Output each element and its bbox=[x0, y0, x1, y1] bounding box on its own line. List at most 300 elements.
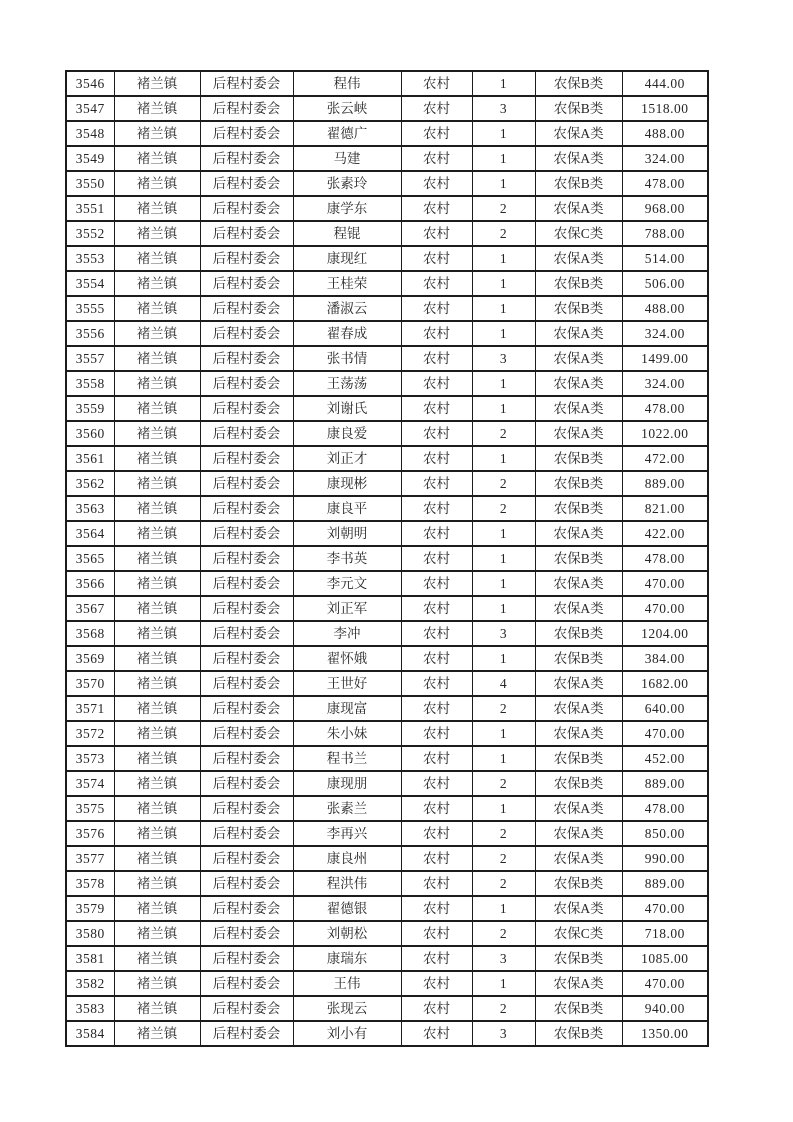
cell-count: 1 bbox=[472, 246, 535, 271]
cell-serial: 3562 bbox=[66, 471, 114, 496]
cell-residence: 农村 bbox=[401, 946, 472, 971]
cell-name: 翟德广 bbox=[293, 121, 401, 146]
cell-serial: 3563 bbox=[66, 496, 114, 521]
cell-name: 康现红 bbox=[293, 246, 401, 271]
cell-name: 王荡荡 bbox=[293, 371, 401, 396]
cell-count: 2 bbox=[472, 996, 535, 1021]
table-row bbox=[66, 96, 708, 121]
cell-village: 后程村委会 bbox=[200, 321, 293, 346]
cell-town: 褚兰镇 bbox=[114, 696, 200, 721]
table-row bbox=[66, 596, 708, 621]
cell-count: 3 bbox=[472, 946, 535, 971]
cell-amount: 324.00 bbox=[622, 371, 708, 396]
cell-serial: 3548 bbox=[66, 121, 114, 146]
cell-amount: 470.00 bbox=[622, 896, 708, 921]
cell-insurance-class: 农保B类 bbox=[535, 546, 622, 571]
table-row bbox=[66, 721, 708, 746]
cell-residence: 农村 bbox=[401, 96, 472, 121]
cell-count: 2 bbox=[472, 471, 535, 496]
cell-town: 褚兰镇 bbox=[114, 1021, 200, 1046]
cell-amount: 640.00 bbox=[622, 696, 708, 721]
table-row bbox=[66, 621, 708, 646]
cell-town: 褚兰镇 bbox=[114, 871, 200, 896]
cell-residence: 农村 bbox=[401, 321, 472, 346]
cell-insurance-class: 农保A类 bbox=[535, 121, 622, 146]
cell-town: 褚兰镇 bbox=[114, 621, 200, 646]
cell-village: 后程村委会 bbox=[200, 396, 293, 421]
cell-amount: 788.00 bbox=[622, 221, 708, 246]
cell-name: 翟德银 bbox=[293, 896, 401, 921]
table-row bbox=[66, 746, 708, 771]
table-row bbox=[66, 1021, 708, 1046]
cell-serial: 3578 bbox=[66, 871, 114, 896]
cell-town: 褚兰镇 bbox=[114, 971, 200, 996]
cell-amount: 470.00 bbox=[622, 571, 708, 596]
cell-residence: 农村 bbox=[401, 296, 472, 321]
cell-count: 2 bbox=[472, 771, 535, 796]
cell-village: 后程村委会 bbox=[200, 371, 293, 396]
table-row bbox=[66, 396, 708, 421]
cell-village: 后程村委会 bbox=[200, 421, 293, 446]
cell-village: 后程村委会 bbox=[200, 946, 293, 971]
cell-village: 后程村委会 bbox=[200, 871, 293, 896]
cell-insurance-class: 农保B类 bbox=[535, 871, 622, 896]
cell-town: 褚兰镇 bbox=[114, 946, 200, 971]
cell-town: 褚兰镇 bbox=[114, 721, 200, 746]
cell-residence: 农村 bbox=[401, 246, 472, 271]
cell-town: 褚兰镇 bbox=[114, 221, 200, 246]
cell-amount: 514.00 bbox=[622, 246, 708, 271]
cell-serial: 3577 bbox=[66, 846, 114, 871]
cell-amount: 968.00 bbox=[622, 196, 708, 221]
table-row bbox=[66, 871, 708, 896]
cell-village: 后程村委会 bbox=[200, 296, 293, 321]
cell-count: 2 bbox=[472, 921, 535, 946]
cell-village: 后程村委会 bbox=[200, 821, 293, 846]
cell-residence: 农村 bbox=[401, 696, 472, 721]
cell-town: 褚兰镇 bbox=[114, 246, 200, 271]
cell-amount: 452.00 bbox=[622, 746, 708, 771]
cell-serial: 3552 bbox=[66, 221, 114, 246]
cell-residence: 农村 bbox=[401, 621, 472, 646]
cell-residence: 农村 bbox=[401, 871, 472, 896]
cell-residence: 农村 bbox=[401, 271, 472, 296]
cell-amount: 1022.00 bbox=[622, 421, 708, 446]
cell-name: 翟怀娥 bbox=[293, 646, 401, 671]
cell-town: 褚兰镇 bbox=[114, 96, 200, 121]
cell-serial: 3564 bbox=[66, 521, 114, 546]
cell-insurance-class: 农保B类 bbox=[535, 646, 622, 671]
cell-insurance-class: 农保B类 bbox=[535, 946, 622, 971]
cell-village: 后程村委会 bbox=[200, 746, 293, 771]
cell-amount: 850.00 bbox=[622, 821, 708, 846]
cell-town: 褚兰镇 bbox=[114, 196, 200, 221]
cell-name: 康现富 bbox=[293, 696, 401, 721]
cell-town: 褚兰镇 bbox=[114, 421, 200, 446]
cell-town: 褚兰镇 bbox=[114, 771, 200, 796]
cell-amount: 821.00 bbox=[622, 496, 708, 521]
cell-village: 后程村委会 bbox=[200, 671, 293, 696]
cell-count: 2 bbox=[472, 496, 535, 521]
cell-residence: 农村 bbox=[401, 396, 472, 421]
cell-count: 3 bbox=[472, 346, 535, 371]
cell-insurance-class: 农保A类 bbox=[535, 196, 622, 221]
cell-name: 程锟 bbox=[293, 221, 401, 246]
cell-insurance-class: 农保B类 bbox=[535, 746, 622, 771]
cell-amount: 478.00 bbox=[622, 546, 708, 571]
table-row bbox=[66, 971, 708, 996]
cell-town: 褚兰镇 bbox=[114, 146, 200, 171]
cell-amount: 470.00 bbox=[622, 596, 708, 621]
cell-village: 后程村委会 bbox=[200, 496, 293, 521]
table-row bbox=[66, 846, 708, 871]
cell-insurance-class: 农保B类 bbox=[535, 71, 622, 96]
cell-village: 后程村委会 bbox=[200, 271, 293, 296]
cell-count: 1 bbox=[472, 596, 535, 621]
table-row bbox=[66, 996, 708, 1021]
cell-name: 刘小有 bbox=[293, 1021, 401, 1046]
table-row bbox=[66, 696, 708, 721]
cell-count: 3 bbox=[472, 621, 535, 646]
cell-town: 褚兰镇 bbox=[114, 471, 200, 496]
cell-residence: 农村 bbox=[401, 921, 472, 946]
cell-count: 2 bbox=[472, 821, 535, 846]
cell-insurance-class: 农保A类 bbox=[535, 396, 622, 421]
table-row bbox=[66, 71, 708, 96]
cell-serial: 3550 bbox=[66, 171, 114, 196]
cell-insurance-class: 农保A类 bbox=[535, 246, 622, 271]
cell-amount: 422.00 bbox=[622, 521, 708, 546]
cell-residence: 农村 bbox=[401, 196, 472, 221]
cell-serial: 3579 bbox=[66, 896, 114, 921]
cell-count: 2 bbox=[472, 846, 535, 871]
cell-town: 褚兰镇 bbox=[114, 846, 200, 871]
cell-count: 2 bbox=[472, 871, 535, 896]
table-row bbox=[66, 271, 708, 296]
cell-insurance-class: 农保A类 bbox=[535, 346, 622, 371]
cell-village: 后程村委会 bbox=[200, 146, 293, 171]
cell-village: 后程村委会 bbox=[200, 521, 293, 546]
cell-residence: 农村 bbox=[401, 496, 472, 521]
cell-insurance-class: 农保A类 bbox=[535, 146, 622, 171]
cell-residence: 农村 bbox=[401, 996, 472, 1021]
cell-residence: 农村 bbox=[401, 971, 472, 996]
cell-residence: 农村 bbox=[401, 546, 472, 571]
cell-name: 康现朋 bbox=[293, 771, 401, 796]
cell-village: 后程村委会 bbox=[200, 246, 293, 271]
cell-amount: 384.00 bbox=[622, 646, 708, 671]
cell-amount: 444.00 bbox=[622, 71, 708, 96]
cell-count: 1 bbox=[472, 546, 535, 571]
cell-count: 1 bbox=[472, 396, 535, 421]
cell-residence: 农村 bbox=[401, 471, 472, 496]
cell-amount: 940.00 bbox=[622, 996, 708, 1021]
table-row bbox=[66, 121, 708, 146]
cell-name: 张现云 bbox=[293, 996, 401, 1021]
cell-insurance-class: 农保B类 bbox=[535, 296, 622, 321]
cell-village: 后程村委会 bbox=[200, 771, 293, 796]
cell-residence: 农村 bbox=[401, 1021, 472, 1046]
cell-amount: 506.00 bbox=[622, 271, 708, 296]
table-row bbox=[66, 521, 708, 546]
cell-village: 后程村委会 bbox=[200, 446, 293, 471]
cell-amount: 470.00 bbox=[622, 971, 708, 996]
cell-residence: 农村 bbox=[401, 521, 472, 546]
cell-insurance-class: 农保A类 bbox=[535, 721, 622, 746]
cell-residence: 农村 bbox=[401, 896, 472, 921]
cell-amount: 990.00 bbox=[622, 846, 708, 871]
cell-serial: 3561 bbox=[66, 446, 114, 471]
cell-town: 褚兰镇 bbox=[114, 646, 200, 671]
cell-town: 褚兰镇 bbox=[114, 671, 200, 696]
cell-town: 褚兰镇 bbox=[114, 546, 200, 571]
cell-count: 1 bbox=[472, 146, 535, 171]
cell-insurance-class: 农保B类 bbox=[535, 471, 622, 496]
cell-town: 褚兰镇 bbox=[114, 796, 200, 821]
cell-town: 褚兰镇 bbox=[114, 396, 200, 421]
cell-town: 褚兰镇 bbox=[114, 821, 200, 846]
cell-serial: 3553 bbox=[66, 246, 114, 271]
cell-town: 褚兰镇 bbox=[114, 571, 200, 596]
cell-village: 后程村委会 bbox=[200, 721, 293, 746]
cell-serial: 3556 bbox=[66, 321, 114, 346]
cell-name: 王伟 bbox=[293, 971, 401, 996]
cell-name: 康良爱 bbox=[293, 421, 401, 446]
cell-town: 褚兰镇 bbox=[114, 121, 200, 146]
cell-name: 程洪伟 bbox=[293, 871, 401, 896]
cell-serial: 3582 bbox=[66, 971, 114, 996]
table-row bbox=[66, 171, 708, 196]
cell-name: 张书情 bbox=[293, 346, 401, 371]
cell-count: 2 bbox=[472, 196, 535, 221]
cell-residence: 农村 bbox=[401, 446, 472, 471]
cell-village: 后程村委会 bbox=[200, 546, 293, 571]
cell-village: 后程村委会 bbox=[200, 896, 293, 921]
cell-amount: 889.00 bbox=[622, 871, 708, 896]
cell-amount: 324.00 bbox=[622, 146, 708, 171]
table-row bbox=[66, 471, 708, 496]
table-row bbox=[66, 821, 708, 846]
cell-serial: 3581 bbox=[66, 946, 114, 971]
cell-amount: 1085.00 bbox=[622, 946, 708, 971]
table-row bbox=[66, 646, 708, 671]
cell-serial: 3572 bbox=[66, 721, 114, 746]
cell-village: 后程村委会 bbox=[200, 471, 293, 496]
cell-town: 褚兰镇 bbox=[114, 496, 200, 521]
cell-town: 褚兰镇 bbox=[114, 346, 200, 371]
cell-serial: 3555 bbox=[66, 296, 114, 321]
cell-amount: 472.00 bbox=[622, 446, 708, 471]
table-body bbox=[66, 71, 708, 1046]
cell-residence: 农村 bbox=[401, 146, 472, 171]
table-row bbox=[66, 371, 708, 396]
cell-insurance-class: 农保B类 bbox=[535, 96, 622, 121]
cell-village: 后程村委会 bbox=[200, 196, 293, 221]
cell-insurance-class: 农保A类 bbox=[535, 896, 622, 921]
cell-residence: 农村 bbox=[401, 721, 472, 746]
cell-serial: 3557 bbox=[66, 346, 114, 371]
table-row bbox=[66, 446, 708, 471]
cell-serial: 3574 bbox=[66, 771, 114, 796]
cell-village: 后程村委会 bbox=[200, 171, 293, 196]
cell-amount: 1350.00 bbox=[622, 1021, 708, 1046]
cell-count: 1 bbox=[472, 721, 535, 746]
cell-serial: 3558 bbox=[66, 371, 114, 396]
cell-village: 后程村委会 bbox=[200, 621, 293, 646]
cell-town: 褚兰镇 bbox=[114, 371, 200, 396]
cell-village: 后程村委会 bbox=[200, 696, 293, 721]
cell-count: 1 bbox=[472, 321, 535, 346]
cell-insurance-class: 农保A类 bbox=[535, 571, 622, 596]
cell-serial: 3565 bbox=[66, 546, 114, 571]
cell-residence: 农村 bbox=[401, 571, 472, 596]
cell-amount: 1204.00 bbox=[622, 621, 708, 646]
cell-name: 康良州 bbox=[293, 846, 401, 871]
cell-name: 李再兴 bbox=[293, 821, 401, 846]
table-row bbox=[66, 571, 708, 596]
cell-residence: 农村 bbox=[401, 421, 472, 446]
table-row bbox=[66, 196, 708, 221]
cell-insurance-class: 农保A类 bbox=[535, 821, 622, 846]
cell-amount: 478.00 bbox=[622, 396, 708, 421]
cell-name: 程伟 bbox=[293, 71, 401, 96]
cell-name: 王桂荣 bbox=[293, 271, 401, 296]
cell-serial: 3547 bbox=[66, 96, 114, 121]
cell-serial: 3554 bbox=[66, 271, 114, 296]
cell-amount: 470.00 bbox=[622, 721, 708, 746]
cell-count: 1 bbox=[472, 646, 535, 671]
cell-insurance-class: 农保A类 bbox=[535, 971, 622, 996]
cell-serial: 3584 bbox=[66, 1021, 114, 1046]
cell-count: 1 bbox=[472, 571, 535, 596]
cell-insurance-class: 农保A类 bbox=[535, 421, 622, 446]
cell-village: 后程村委会 bbox=[200, 1021, 293, 1046]
cell-name: 康学东 bbox=[293, 196, 401, 221]
cell-count: 1 bbox=[472, 521, 535, 546]
cell-insurance-class: 农保B类 bbox=[535, 996, 622, 1021]
cell-town: 褚兰镇 bbox=[114, 446, 200, 471]
cell-serial: 3580 bbox=[66, 921, 114, 946]
cell-village: 后程村委会 bbox=[200, 71, 293, 96]
cell-name: 翟春成 bbox=[293, 321, 401, 346]
cell-count: 1 bbox=[472, 746, 535, 771]
benefit-table bbox=[65, 70, 709, 1047]
cell-insurance-class: 农保C类 bbox=[535, 921, 622, 946]
cell-residence: 农村 bbox=[401, 771, 472, 796]
cell-name: 王世好 bbox=[293, 671, 401, 696]
cell-serial: 3566 bbox=[66, 571, 114, 596]
cell-name: 张云峡 bbox=[293, 96, 401, 121]
cell-town: 褚兰镇 bbox=[114, 521, 200, 546]
cell-residence: 农村 bbox=[401, 71, 472, 96]
cell-amount: 478.00 bbox=[622, 171, 708, 196]
cell-insurance-class: 农保A类 bbox=[535, 321, 622, 346]
cell-village: 后程村委会 bbox=[200, 996, 293, 1021]
cell-serial: 3573 bbox=[66, 746, 114, 771]
cell-name: 张素兰 bbox=[293, 796, 401, 821]
cell-residence: 农村 bbox=[401, 646, 472, 671]
cell-village: 后程村委会 bbox=[200, 596, 293, 621]
cell-town: 褚兰镇 bbox=[114, 896, 200, 921]
cell-residence: 农村 bbox=[401, 121, 472, 146]
cell-amount: 324.00 bbox=[622, 321, 708, 346]
cell-name: 刘朝松 bbox=[293, 921, 401, 946]
cell-name: 潘淑云 bbox=[293, 296, 401, 321]
cell-residence: 农村 bbox=[401, 221, 472, 246]
cell-count: 1 bbox=[472, 796, 535, 821]
table-row bbox=[66, 146, 708, 171]
cell-village: 后程村委会 bbox=[200, 796, 293, 821]
cell-serial: 3546 bbox=[66, 71, 114, 96]
cell-insurance-class: 农保B类 bbox=[535, 621, 622, 646]
cell-name: 程书兰 bbox=[293, 746, 401, 771]
cell-name: 李元文 bbox=[293, 571, 401, 596]
cell-insurance-class: 农保B类 bbox=[535, 271, 622, 296]
cell-town: 褚兰镇 bbox=[114, 996, 200, 1021]
cell-village: 后程村委会 bbox=[200, 96, 293, 121]
table-row bbox=[66, 546, 708, 571]
cell-insurance-class: 农保A类 bbox=[535, 671, 622, 696]
cell-insurance-class: 农保B类 bbox=[535, 171, 622, 196]
cell-count: 1 bbox=[472, 271, 535, 296]
cell-serial: 3560 bbox=[66, 421, 114, 446]
cell-name: 刘朝明 bbox=[293, 521, 401, 546]
cell-serial: 3567 bbox=[66, 596, 114, 621]
cell-name: 康现彬 bbox=[293, 471, 401, 496]
cell-residence: 农村 bbox=[401, 171, 472, 196]
table-row bbox=[66, 296, 708, 321]
cell-count: 1 bbox=[472, 896, 535, 921]
cell-count: 2 bbox=[472, 421, 535, 446]
cell-insurance-class: 农保A类 bbox=[535, 596, 622, 621]
cell-name: 康瑞东 bbox=[293, 946, 401, 971]
table-row bbox=[66, 346, 708, 371]
cell-insurance-class: 农保B类 bbox=[535, 771, 622, 796]
cell-village: 后程村委会 bbox=[200, 846, 293, 871]
cell-count: 3 bbox=[472, 96, 535, 121]
cell-residence: 农村 bbox=[401, 821, 472, 846]
cell-name: 张素玲 bbox=[293, 171, 401, 196]
cell-serial: 3583 bbox=[66, 996, 114, 1021]
cell-amount: 478.00 bbox=[622, 796, 708, 821]
cell-serial: 3549 bbox=[66, 146, 114, 171]
table-row bbox=[66, 796, 708, 821]
cell-insurance-class: 农保A类 bbox=[535, 796, 622, 821]
cell-town: 褚兰镇 bbox=[114, 71, 200, 96]
cell-count: 1 bbox=[472, 121, 535, 146]
cell-village: 后程村委会 bbox=[200, 921, 293, 946]
cell-village: 后程村委会 bbox=[200, 121, 293, 146]
cell-insurance-class: 农保B类 bbox=[535, 446, 622, 471]
cell-serial: 3575 bbox=[66, 796, 114, 821]
cell-village: 后程村委会 bbox=[200, 646, 293, 671]
cell-residence: 农村 bbox=[401, 346, 472, 371]
cell-serial: 3569 bbox=[66, 646, 114, 671]
cell-count: 2 bbox=[472, 696, 535, 721]
table-row bbox=[66, 246, 708, 271]
cell-village: 后程村委会 bbox=[200, 971, 293, 996]
cell-name: 刘正才 bbox=[293, 446, 401, 471]
cell-count: 1 bbox=[472, 71, 535, 96]
cell-residence: 农村 bbox=[401, 596, 472, 621]
cell-amount: 718.00 bbox=[622, 921, 708, 946]
cell-residence: 农村 bbox=[401, 796, 472, 821]
cell-town: 褚兰镇 bbox=[114, 171, 200, 196]
cell-amount: 889.00 bbox=[622, 771, 708, 796]
cell-count: 2 bbox=[472, 221, 535, 246]
table-row bbox=[66, 221, 708, 246]
cell-name: 李冲 bbox=[293, 621, 401, 646]
